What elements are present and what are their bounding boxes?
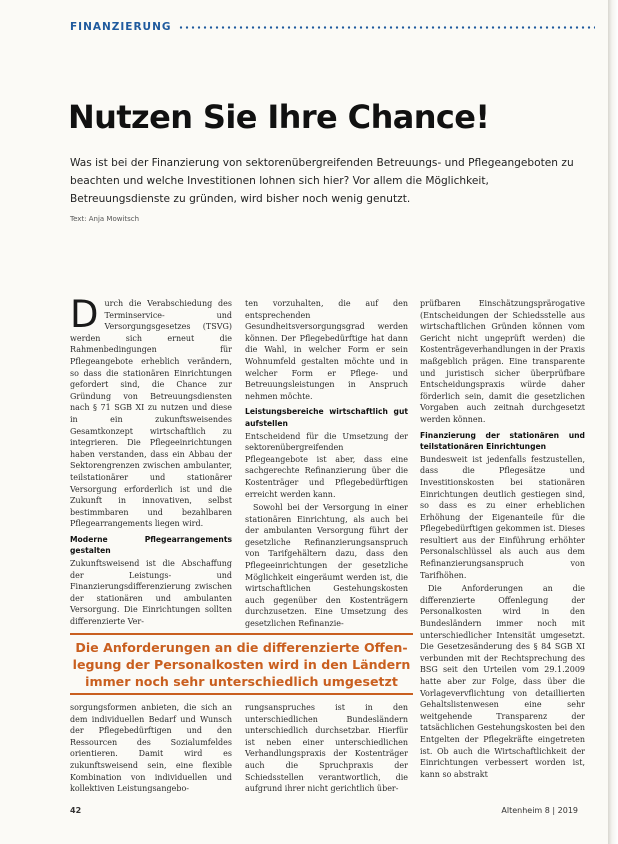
paragraph: sorgungsformen anbieten, die sich an dem individuellen Bedarf und Wunsch der Pflegebedürftigen und den Ressourcen des Sozialumfeldes orientieren. Damit wird es zukunftsweisend sein, eine flexible Kombination von individuellen und kollektiven Leistungsangebo- bbox=[70, 703, 232, 794]
section-header bbox=[70, 18, 595, 36]
paragraph: Die Anforderungen an die differenzierte Offenlegung der Personalkosten wird in den Bundesländern immer noch mit unterschiedlicher Intensität umgesetzt. Die Gesetzesänderung des § 84 SGB XI verbunden mit der Rechtsprechung des BSG seit den Urteilen vom 29.1.2009 hatte aber zur Folge, dass über die Vorlagevervflichtung von detaillierten Gehaltslistenwesen eine sehr weitgehende Transparenz der tatsächlichen Gestehungskosten bei den Entgelten der Pflegekräfte eingetreten ist. Ob auch die Wirtschaftlichkeit der Einrichtungen verbessert worden ist, kann so abstrakt bbox=[420, 584, 585, 779]
page-spine-shadow bbox=[608, 0, 618, 844]
column-2-continued bbox=[245, 702, 408, 797]
paragraph: Entscheidend für die Umsetzung der sektorenübergreifenden Pflegeangebote ist aber, dass eine sachgerechte Refinanzierung über die Kostenträger und Pflegebedürftigen erreicht werden kann. bbox=[245, 431, 408, 499]
byline: Text: Anja Mowitsch bbox=[70, 215, 140, 223]
column-1 bbox=[70, 293, 232, 630]
subheading: Moderne Pflegearrangements gestalten bbox=[70, 534, 232, 556]
column-1-continued bbox=[70, 702, 232, 797]
article-title: Nutzen Sie Ihre Chance! bbox=[68, 98, 490, 136]
pull-quote bbox=[70, 633, 413, 695]
column-3 bbox=[420, 298, 585, 782]
paragraph: ten vorzuhalten, die auf den entsprechenden Gesundheitsversorgungsgrad werden können. Der Pflegebedürftige hat dann die Wahl, in welcher Form er sein Wohnumfeld gestalten möchte und in welcher Form er Pflege- und Betreuungsleistungen in Anspruch nehmen möchte. bbox=[245, 299, 408, 401]
pull-quote-line: immer noch sehr unterschiedlich umgesetzt bbox=[85, 673, 398, 689]
pull-quote-line: Die Anforderungen an die differenzierte Offen- bbox=[75, 639, 408, 655]
section-label: FINANZIERUNG bbox=[70, 21, 172, 33]
drop-cap: D bbox=[70, 293, 99, 336]
article-lead: Was ist bei der Finanzierung von sektorenübergreifenden Betreuungs- und Pflegeangeboten zu beachten und welche Investitionen lohnen sich hier? Vor allem die Möglichkeit, Betreuungsdienste zu gründen, wird bisher noch wenig genutzt. bbox=[70, 157, 574, 205]
dotted-rule bbox=[178, 26, 596, 29]
paragraph: Zukunftsweisend ist die Abschaffung der Leistungs- und Finanzierungsdifferenzierung zwischen der stationären und ambulanten Versorgung. Die Einrichtungen sollten differenzierte Ver- bbox=[70, 559, 232, 627]
paragraph: Durch die Verabschiedung des Terminservice- und Versorgungsgesetzes (TSVG) werden sich erneut die Rahmenbedingungen für Pflegeangebote erheblich verändern, so dass die stationären Einrichtungen gefordert sind, die Chance zur Gründung von Betreuungsdiensten nach § 71 SGB XI zu nutzen und diese in ein zukunftsweisendes Gesamtkonzept wirtschaftlich zu integrieren. Die Pflegeeinrichtungen haben verstanden, dass ein Abbau der Sektorengrenzen zwischen ambulanter, teilstationärer und stationärer Versorgung erforderlich ist und die Zukunft in innovativen, selbst bestimmbaren und bezahlbaren Pflegearrangements liegen wird. bbox=[70, 293, 232, 529]
magazine-issue: Altenheim 8 | 2019 bbox=[501, 806, 578, 815]
paragraph: rungsanspruches ist in den unterschiedlichen Bundesländern unterschiedlich durchsetzbar. Hierfür ist neben einer unterschiedlichen Verhandlungspraxis der Kostenträger auch die Spruchpraxis der Schiedsstellen verantwortlich, die aufgrund ihrer nicht gerichtlich über- bbox=[245, 703, 408, 794]
subheading: Leistungsbereiche wirtschaftlich gut aufstellen bbox=[245, 407, 408, 428]
pull-quote-line: legung der Personalkosten wird in den Ländern bbox=[72, 656, 411, 672]
page-number: 42 bbox=[70, 806, 82, 815]
column-2 bbox=[245, 298, 408, 632]
subheading: Finanzierung der stationären und teilstationären Einrichtungen bbox=[420, 430, 585, 452]
paragraph: prüfbaren Einschätzungsprärogative (Entscheidungen der Schiedsstelle aus wirtschaftlichen Gründen können vom Gericht nicht ungeprüft werden) die Kostenträgeverhandlungen in der Praxis maßgeblich prägen. Eine transparente und juristisch sicher überprüfbare Entscheidungspraxis würde daher förderlich sein, damit die gesetzlichen Vorgaben auch zeitnah durchgesetzt werden können. bbox=[420, 299, 585, 424]
paragraph: Sowohl bei der Versorgung in einer stationären Einrichtung, als auch bei der ambulanten Versorgung führt der gesetzliche Refinanzierungsanspruch von Tarifgehältern dazu, dass den Pflegeeinrichtungen der gesetzliche Möglichkeit eingeräumt werden ist, die wirtschaftlichen Gestehungskosten auch gegenüber den Kostenträgern durchzusetzen. Eine Umsetzung des gesetzlichen Refinanzie- bbox=[245, 503, 408, 629]
paragraph: Bundesweit ist jedenfalls festzustellen, dass die Pflegesätze und Investitionskosten bei stationären Einrichtungen deutlich gestiegen sind, so dass es zu einer erheblichen Erhöhung der Eigenanteile für die Pflegebedürftigen gekommen ist. Dieses resultiert aus der Einführung erhöhter Personalschlüssel als auch aus dem Refinanzierungsanspruch von Tarifhöhen. bbox=[420, 454, 585, 580]
